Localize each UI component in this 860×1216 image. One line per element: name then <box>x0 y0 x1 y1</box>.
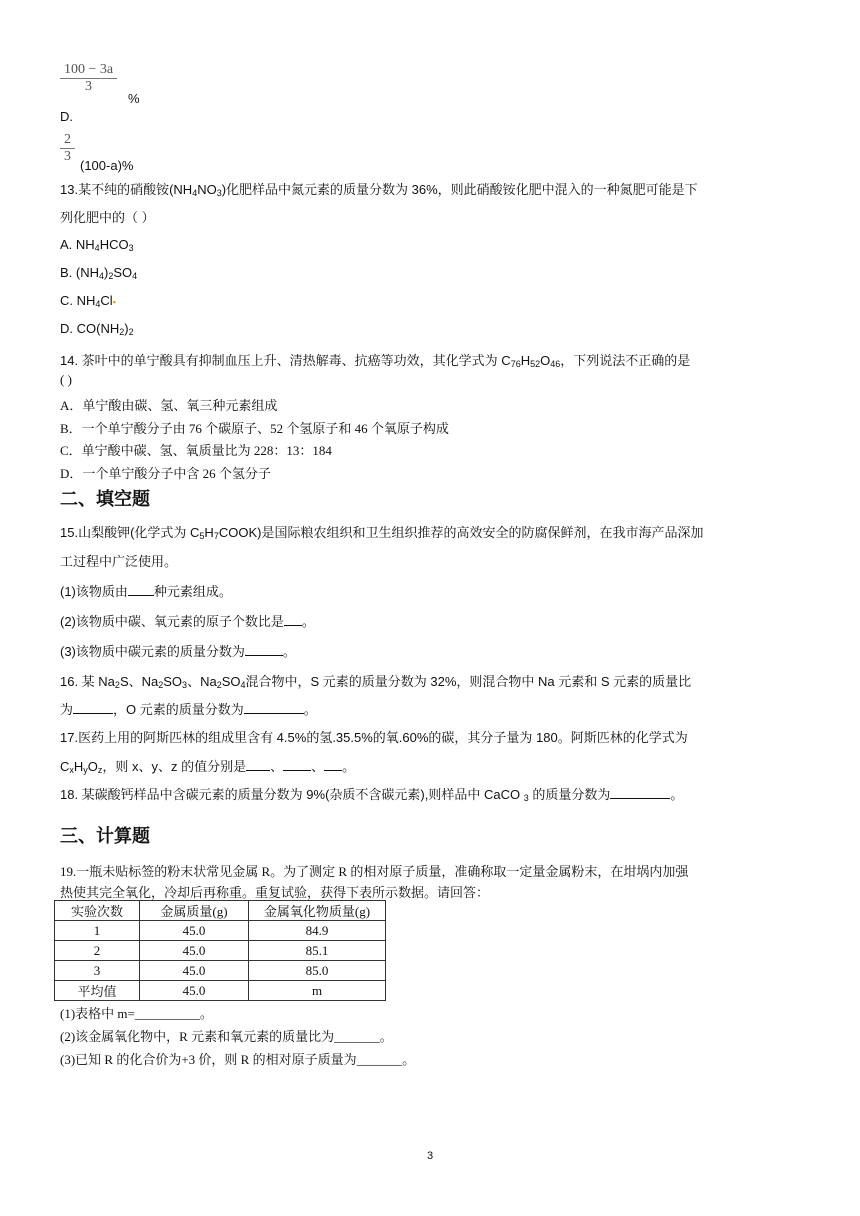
q13-line-2: 列化肥中的（ ） <box>60 210 155 225</box>
subscript: 2 <box>108 271 114 281</box>
fraction-denominator: 3 <box>85 79 93 94</box>
q19-part-3: (3)已知 R 的化合价为+3 价，则 R 的相对原子质量为_______。 <box>60 1052 416 1067</box>
text: 16. 某 Na <box>60 674 115 689</box>
subscript: 2 <box>128 327 134 337</box>
section-3-title: 三、计算题 <box>60 826 150 847</box>
table-cell: 2 <box>55 941 140 961</box>
table-row <box>55 941 386 961</box>
answer-blank[interactable] <box>283 770 311 771</box>
q19-part-2: (2)该金属氧化物中，R 元素和氧元素的质量比为_______。 <box>60 1029 393 1044</box>
experiment-data-table <box>54 900 386 1001</box>
text: 。 <box>282 644 296 659</box>
subscript: 4 <box>192 188 198 198</box>
text: 15.山梨酸钾(化学式为 C <box>60 525 200 540</box>
q16-line-2 <box>60 699 317 718</box>
text: (1)该物质由 <box>60 584 128 599</box>
subscript: 46 <box>550 359 561 369</box>
text: ) <box>104 265 109 280</box>
text: H <box>73 759 84 774</box>
subscript: x <box>69 765 74 775</box>
text: 。 <box>301 614 315 629</box>
table-row <box>55 921 386 941</box>
table-cell: 45.0 <box>140 961 249 981</box>
q19-line-1: 19.一瓶未贴标签的粉末状常见金属 R。为了测定 R 的相对原子质量，准确称取一定量金属粉末，在坩埚内加强 <box>60 864 689 879</box>
q13-option-d <box>60 321 134 337</box>
subscript: 3 <box>182 680 188 690</box>
answer-blank[interactable] <box>610 798 670 799</box>
q13-text-a: 13.某不纯的硝酸铵(NH <box>60 182 193 197</box>
subscript: 4 <box>132 271 138 281</box>
subscript: 2 <box>216 680 222 690</box>
q18-line <box>60 784 683 803</box>
text: ，则 x、y、z 的值分别是 <box>102 759 247 774</box>
page-number: 3 <box>426 1150 434 1162</box>
q14-option-a: A．单宁酸由碳、氢、氧三种元素组成 <box>60 398 278 413</box>
q13-option-b <box>60 265 137 281</box>
subscript: z <box>97 765 103 775</box>
subscript: 5 <box>199 531 205 541</box>
subscript: 2 <box>114 680 120 690</box>
q13-option-c <box>60 293 116 309</box>
answer-blank[interactable] <box>128 595 154 596</box>
q15-part-2 <box>60 611 315 630</box>
q14-line-2: ( ) <box>60 372 72 387</box>
text: ，下列说法不正确的是 <box>560 353 691 368</box>
q14-line-1 <box>60 350 690 369</box>
text: 14. 茶叶中的单宁酸具有抑制血压上升、清热解毒、抗癌等功效，其化学式为 C <box>60 353 511 368</box>
table-header-cell: 金属氧化物质量(g) <box>249 901 386 921</box>
q19-part-1: (1)表格中 m=__________。 <box>60 1006 213 1021</box>
subscript: 2 <box>119 327 125 337</box>
text: 为 <box>60 702 74 717</box>
q14-option-d: D．一个单宁酸分子中含 26 个氢分子 <box>60 466 271 481</box>
subscript: 4 <box>240 680 246 690</box>
fraction-suffix: (100-a)% <box>80 158 134 173</box>
q16-line-1 <box>60 671 691 690</box>
q14-option-b: B．一个单宁酸分子由 76 个碳原子、52 个氢原子和 46 个氧原子构成 <box>60 421 449 436</box>
q15-line-1 <box>60 522 703 541</box>
table-cell: 45.0 <box>140 941 249 961</box>
answer-blank[interactable] <box>245 655 283 656</box>
table-cell: 45.0 <box>140 981 249 1001</box>
answer-blank[interactable] <box>284 625 302 626</box>
answer-blank[interactable] <box>73 713 113 714</box>
text: 种元素组成。 <box>153 584 232 599</box>
text: 、 <box>270 759 284 774</box>
subscript: 3 <box>128 243 134 253</box>
text: 混合物中，S 元素的质量分数为 32%，则混合物中 Na 元素和 S 元素的质量比 <box>245 674 692 689</box>
text: 。 <box>342 759 356 774</box>
table-cell: 1 <box>55 921 140 941</box>
text: ) <box>124 321 129 336</box>
q17-line-2 <box>60 756 355 775</box>
q13-text-b: NO <box>197 182 217 197</box>
text: B. (NH <box>60 265 99 280</box>
subscript: 7 <box>213 531 219 541</box>
subscript: 4 <box>99 271 105 281</box>
text: S、Na <box>119 674 159 689</box>
text: H <box>520 353 531 368</box>
text: ，O 元素的质量分数为 <box>113 702 244 717</box>
table-row <box>55 981 386 1001</box>
text: (2)该物质中碳、氧元素的原子个数比是 <box>60 614 284 629</box>
subscript: 3 <box>216 188 222 198</box>
text: O <box>540 353 551 368</box>
subscript: y <box>83 765 88 775</box>
table-row <box>55 961 386 981</box>
section-2-title: 二、填空题 <box>60 489 150 510</box>
table-header-cell: 金属质量(g) <box>140 901 249 921</box>
subscript: 76 <box>510 359 521 369</box>
subscript: 3 <box>523 793 529 803</box>
q13-text-c: )化肥样品中氮元素的质量分数为 36%，则此硝酸铵化肥中混入的一种氮肥可能是下 <box>221 182 698 197</box>
subscript: 4 <box>94 243 100 253</box>
text: 的质量分数为 <box>528 787 611 802</box>
table-cell: 平均值 <box>55 981 140 1001</box>
text: COOK)是国际粮农组织和卫生组织推荐的高效安全的防腐保鲜剂，在我市海产品深加 <box>218 525 704 540</box>
text: 18. 某碳酸钙样品中含碳元素的质量分数为 9%(杂质不含碳元素),则样品中 CaCO <box>60 787 524 802</box>
text-cursor-mark-icon: ▪ <box>112 297 116 307</box>
text: SO <box>113 265 133 280</box>
text: C. NH <box>60 293 96 308</box>
table-cell: 84.9 <box>249 921 386 941</box>
fraction-100-minus-3a-over-3 <box>60 62 117 95</box>
subscript: 2 <box>158 680 164 690</box>
table-cell: 3 <box>55 961 140 981</box>
text: A. NH <box>60 237 95 252</box>
q15-part-1 <box>60 581 232 600</box>
text: H <box>204 525 214 540</box>
subscript: 4 <box>95 299 101 309</box>
text: 、 <box>311 759 325 774</box>
fraction-2-over-3 <box>60 132 75 165</box>
subscript: 52 <box>530 359 541 369</box>
q15-line-2: 工过程中广泛使用。 <box>60 554 178 569</box>
q19-line-2: 热使其完全氧化，冷却后再称重。重复试验，获得下表所示数据。请回答： <box>60 885 490 900</box>
text: Cl <box>100 293 113 308</box>
text: 、Na <box>187 674 217 689</box>
table-header-row <box>55 901 386 921</box>
table-cell: 45.0 <box>140 921 249 941</box>
fraction-denominator: 3 <box>64 149 71 164</box>
text: D. CO(NH <box>60 321 120 336</box>
q14-option-c: C．单宁酸中碳、氢、氧质量比为 228：13：184 <box>60 443 332 458</box>
table-cell: 85.1 <box>249 941 386 961</box>
text: C <box>60 759 70 774</box>
text: 。 <box>670 787 684 802</box>
answer-blank[interactable] <box>244 713 304 714</box>
answer-blank[interactable] <box>246 770 270 771</box>
option-d-label: D. <box>60 109 73 124</box>
table-cell: m <box>249 981 386 1001</box>
table-header-cell: 实验次数 <box>55 901 140 921</box>
q13-line-1 <box>60 179 698 198</box>
table-cell: 85.0 <box>249 961 386 981</box>
fraction-numerator: 100 − 3a <box>64 62 114 77</box>
text: SO <box>163 674 183 689</box>
text: HCO <box>99 237 129 252</box>
percent-suffix: % <box>128 91 140 106</box>
text: (3)该物质中碳元素的质量分数为 <box>60 644 245 659</box>
answer-blank[interactable] <box>324 770 342 771</box>
text: O <box>87 759 98 774</box>
text: SO <box>221 674 241 689</box>
fraction-numerator: 2 <box>64 132 71 147</box>
q13-option-a <box>60 237 134 253</box>
text: 。 <box>303 702 317 717</box>
q17-line-1: 17.医药上用的阿斯匹林的组成里含有 4.5%的氢.35.5%的氧.60%的碳，其分子量为 180。阿斯匹林的化学式为 <box>60 730 688 745</box>
q15-part-3 <box>60 641 296 660</box>
